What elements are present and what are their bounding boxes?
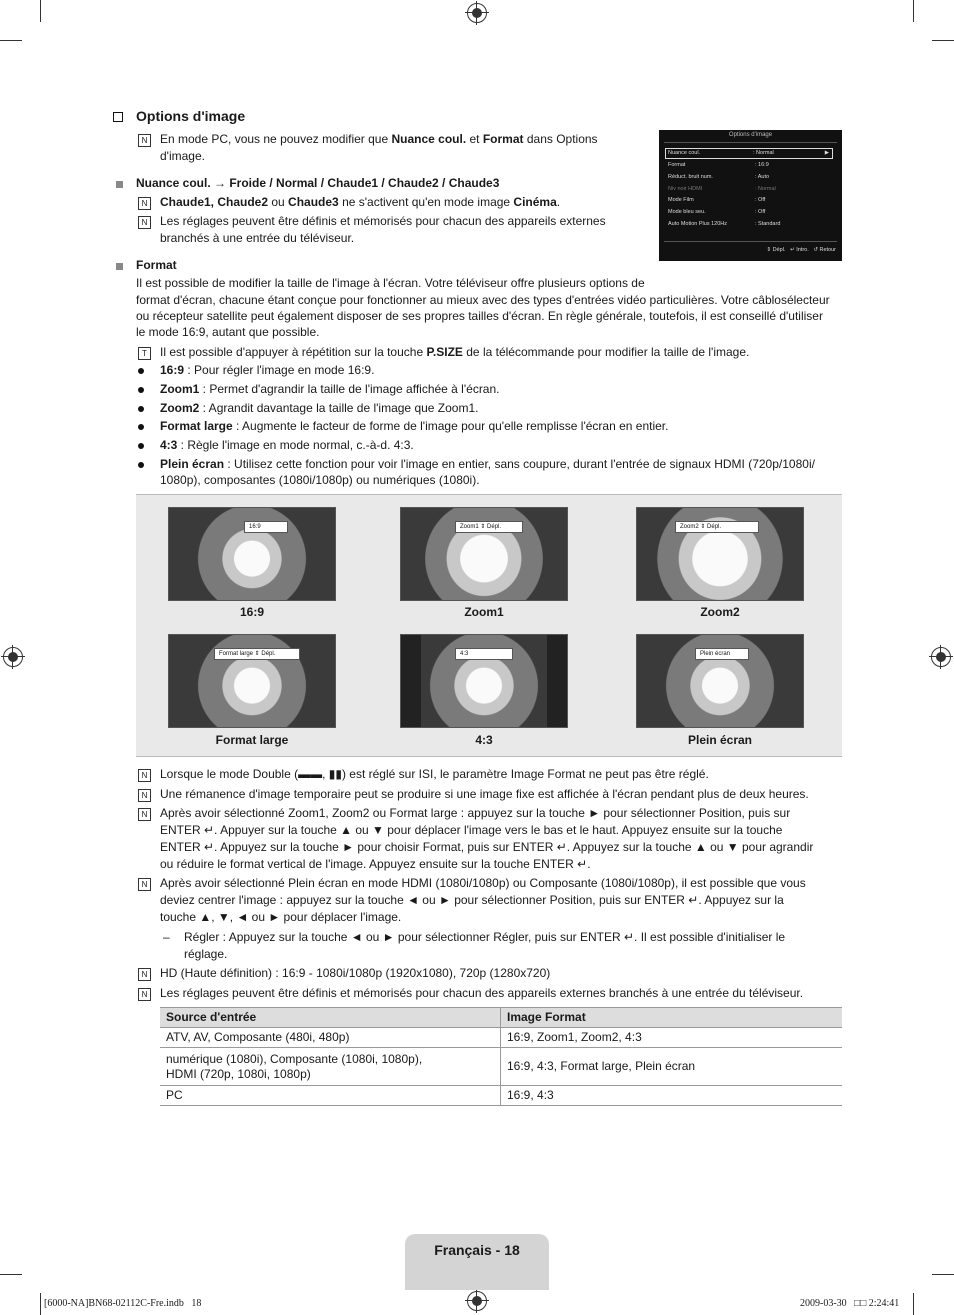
note-icon: N bbox=[138, 197, 151, 210]
note-plein: deviez centrer l'image : appuyez sur la touche ◄ ou ► pour sélectionner Position, puis sur ENTER ↵. Appuyez sur la bbox=[160, 893, 784, 907]
note-pc-line2: d'image. bbox=[160, 149, 205, 163]
page-number: Français - 18 bbox=[434, 1242, 520, 1258]
note-icon: N bbox=[138, 216, 151, 229]
note-icon: N bbox=[138, 968, 151, 981]
nuance-note1: Chaude1, Chaude2 ou Chaude3 ne s'activent qu'en mode image Cinéma. bbox=[160, 195, 561, 209]
osd-row: Mode Film : Off bbox=[668, 197, 766, 203]
note-icon: N bbox=[138, 789, 151, 802]
format-bullet-line2: 1080p), composantes (1080i/1080p) ou numériques (1080i). bbox=[160, 473, 480, 487]
flower-image: 4:3 bbox=[400, 634, 568, 728]
table-cell: ATV, AV, Composante (480i, 480p) bbox=[160, 1028, 501, 1048]
print-file-info: [6000-NA]BN68-02112C-Fre.indb 18 bbox=[44, 1298, 202, 1309]
table-cell: 16:9, Zoom1, Zoom2, 4:3 bbox=[501, 1028, 843, 1048]
format-para: ou récepteur satellite peut également disposer de ses propres tailles d'écran. En règle générale, toutefois, il est conseillé d'utiliser bbox=[136, 309, 823, 323]
page-number-tab bbox=[405, 1234, 549, 1290]
table-cell: PC bbox=[160, 1086, 501, 1106]
remote-note-icon: T bbox=[138, 347, 151, 360]
osd-row: Format : 16:9 bbox=[668, 162, 769, 168]
table-row bbox=[160, 1048, 842, 1086]
registration-mark-icon bbox=[3, 647, 23, 667]
return-icon: ↺ bbox=[813, 247, 818, 253]
format-bullet: Zoom2 : Agrandit davantage la taille de l'image que Zoom1. bbox=[160, 401, 479, 415]
format-bullet: Zoom1 : Permet d'agrandir la taille de l'image affichée à l'écran. bbox=[160, 382, 500, 396]
bullet-dot-icon bbox=[138, 443, 144, 449]
bullet-dot-icon bbox=[138, 387, 144, 393]
flower-image: Zoom1 ⇕ Dépl. bbox=[400, 507, 568, 601]
format-para: le mode 16:9, autant que possible. bbox=[136, 325, 320, 339]
section-title: Options d'image bbox=[136, 108, 246, 124]
bullet-dot-icon bbox=[138, 424, 144, 430]
move-icon: ⇕ bbox=[766, 247, 772, 253]
table-row bbox=[160, 1028, 842, 1048]
table-header: Image Format bbox=[501, 1008, 843, 1028]
format-bullet: Format large : Augmente le facteur de forme de l'image pour qu'elle remplisse l'écran en entier. bbox=[160, 419, 669, 433]
osd-menu bbox=[659, 130, 842, 261]
note-remanence: Une rémanence d'image temporaire peut se produire si une image fixe est affichée à l'écran pendant plus de deux heures. bbox=[160, 787, 809, 801]
bullet-dot-icon bbox=[138, 368, 144, 374]
format-para: format d'écran, chacune étant conçue pour fonctionner au mieux avec des types d'entrées vidéo particulières. Votre câblosélecteur bbox=[136, 293, 830, 307]
note-pc: En mode PC, vous ne pouvez modifier que Nuance coul. et Format dans Options bbox=[160, 132, 598, 146]
flower-image: 16:9 bbox=[168, 507, 336, 601]
osd-row: Mode bleu seu. : Off bbox=[668, 209, 766, 215]
thumb-caption: 4:3 bbox=[475, 733, 493, 747]
format-table bbox=[160, 1007, 842, 1106]
format-bullet: 4:3 : Règle l'image en mode normal, c.-à-d. 4:3. bbox=[160, 438, 414, 452]
thumb-caption: Zoom1 bbox=[464, 605, 504, 619]
flower-image: Format large ⇕ Dépl. bbox=[168, 634, 336, 728]
format-para: Il est possible de modifier la taille de l'image à l'écran. Votre téléviseur offre plusieurs options de bbox=[136, 276, 645, 290]
note-regler: réglage. bbox=[184, 947, 228, 961]
osd-row: Réduct. bruit num. : Auto bbox=[668, 174, 770, 180]
osd-footer: ⇕ Dépl. ↵ Intro. ↺ Retour bbox=[766, 247, 836, 253]
note-double: Lorsque le mode Double (▬▬, ▮▮) est réglé sur ISI, le paramètre Image Format ne peut pas être réglé. bbox=[160, 767, 709, 781]
thumb-caption: Zoom2 bbox=[700, 605, 740, 619]
table-cell: numérique (1080i), Composante (1080i, 1080p), HDMI (720p, 1080i, 1080p) bbox=[160, 1048, 501, 1086]
note-hd: HD (Haute définition) : 16:9 - 1080i/1080p (1920x1080), 720p (1280x720) bbox=[160, 966, 551, 980]
psize-note: Il est possible d'appuyer à répétition sur la touche P.SIZE de la télécommande pour modifier la taille de l'image. bbox=[160, 345, 750, 359]
note-zoom: ENTER ↵. Appuyez sur la touche ► pour choisir Format, puis sur ENTER ↵. Appuyez sur la touche ▲ ou ▼ pour agrandir bbox=[160, 840, 814, 854]
registration-mark-icon bbox=[931, 647, 951, 667]
note-plein: touche ▲, ▼, ◄ ou ► pour déplacer l'image. bbox=[160, 910, 402, 924]
table-cell: 16:9, 4:3, Format large, Plein écran bbox=[501, 1048, 843, 1086]
note-icon: N bbox=[138, 988, 151, 1001]
note-icon: N bbox=[138, 878, 151, 891]
note-plein: Après avoir sélectionné Plein écran en mode HDMI (1080i/1080p) ou Composante (1080i/1080p), il est possible que vous bbox=[160, 876, 806, 890]
format-bullet: 16:9 : Pour régler l'image en mode 16:9. bbox=[160, 363, 375, 377]
flower-image: Zoom2 ⇕ Dépl. bbox=[636, 507, 804, 601]
nuance-note2-line2: branchés à une entrée du téléviseur. bbox=[160, 231, 355, 245]
bullet-dot-icon bbox=[138, 406, 144, 412]
note-icon: N bbox=[138, 808, 151, 821]
note-zoom: Après avoir sélectionné Zoom1, Zoom2 ou Format large : appuyez sur la touche ► pour sélectionner Position, puis sur bbox=[160, 806, 791, 820]
table-row bbox=[160, 1086, 842, 1106]
note-icon: N bbox=[138, 134, 151, 147]
nuance-note2: Les réglages peuvent être définis et mémorisés pour chacun des appareils externes bbox=[160, 214, 606, 228]
bullet-square-icon bbox=[116, 263, 123, 270]
checkbox-square-icon bbox=[113, 112, 123, 122]
note-regler: Régler : Appuyez sur la touche ◄ ou ► pour sélectionner Régler, puis sur ENTER ↵. Il est possible d'initialiser le bbox=[184, 930, 786, 944]
thumb-caption: 16:9 bbox=[239, 605, 265, 619]
osd-title: Options d'image bbox=[728, 132, 773, 138]
osd-row-selected: Nuance coul. : Normal ▶ bbox=[665, 148, 833, 159]
osd-row-disabled: Niv noir HDMI : Normal bbox=[668, 186, 776, 192]
thumb-caption: Plein écran bbox=[687, 733, 753, 747]
aspect-ratio-panel bbox=[136, 494, 842, 757]
print-date-info: 2009-03-30 □□ 2:24:41 bbox=[800, 1298, 900, 1309]
table-header-row bbox=[160, 1008, 842, 1028]
note-zoom: ENTER ↵. Appuyer sur la touche ▲ ou ▼ pour déplacer l'image vers le bas et le haut. Appuyez ensuite sur la touche bbox=[160, 823, 783, 837]
nuance-heading: Nuance coul. → Froide / Normal / Chaude1 / Chaude2 / Chaude3 bbox=[136, 176, 500, 190]
dash-icon: – bbox=[163, 930, 170, 944]
note-icon: N bbox=[138, 769, 151, 782]
enter-icon: ↵ bbox=[790, 247, 795, 253]
registration-mark-icon bbox=[467, 1291, 487, 1311]
format-heading: Format bbox=[136, 258, 177, 272]
table-header: Source d'entrée bbox=[160, 1008, 501, 1028]
flower-image: Plein écran bbox=[636, 634, 804, 728]
bullet-dot-icon bbox=[138, 462, 144, 468]
registration-mark-icon bbox=[467, 3, 487, 23]
osd-row: Auto Motion Plus 120Hz : Standard bbox=[668, 221, 781, 227]
note-memo: Les réglages peuvent être définis et mémorisés pour chacun des appareils externes branchés à une entrée du téléviseur. bbox=[160, 986, 804, 1000]
table-cell: 16:9, 4:3 bbox=[501, 1086, 843, 1106]
thumb-caption: Format large bbox=[215, 733, 289, 747]
note-zoom: ou réduire le format vertical de l'image. Appuyez ensuite sur la touche ENTER ↵. bbox=[160, 857, 591, 871]
format-bullet: Plein écran : Utilisez cette fonction pour voir l'image en entier, sans coupure, durant l'entrée de signaux HDMI (720p/1080i/ bbox=[160, 457, 815, 471]
bullet-square-icon bbox=[116, 181, 123, 188]
